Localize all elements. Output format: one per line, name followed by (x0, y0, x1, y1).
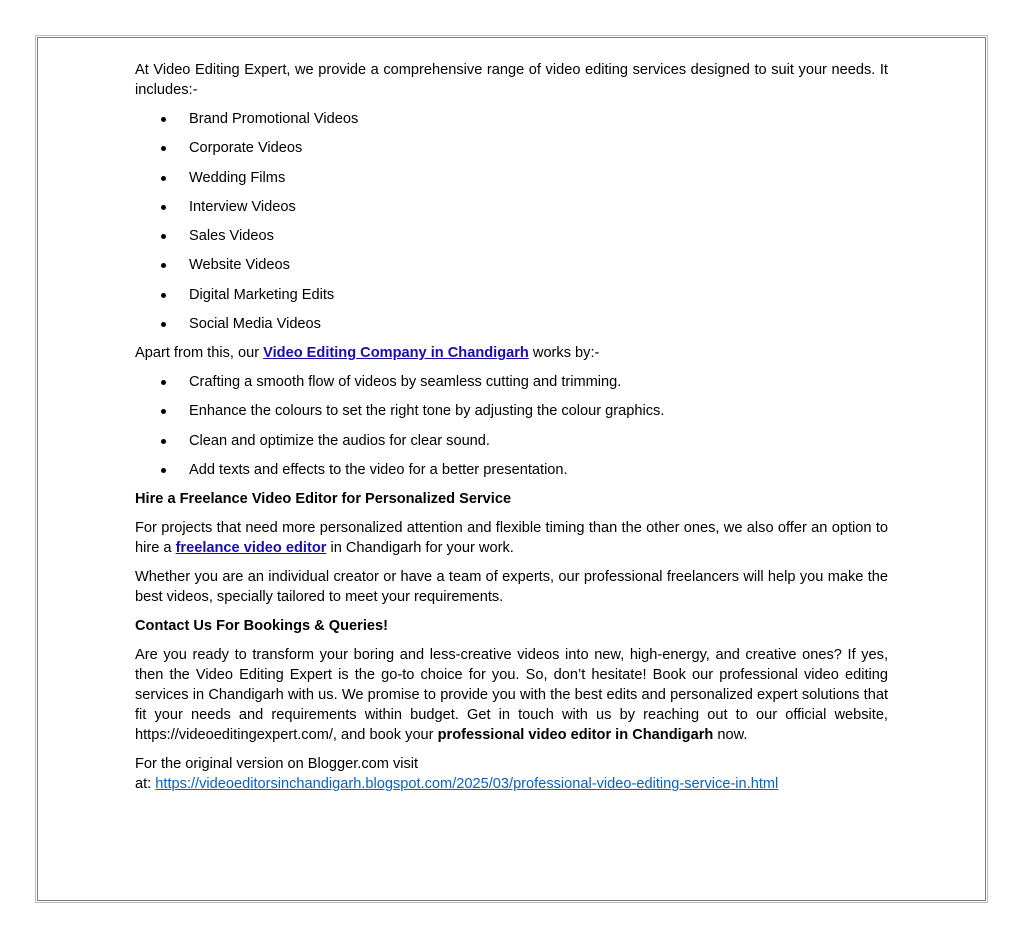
contact-text-before: Are you ready to transform your boring and less-creative videos into new, high-energy, and creative ones? If yes, then the Video Editing Expert is the go-to choice for you. So, don’t hesitate! Book our professional video editing services in Chandigarh with us. We promise to provide you with the best edits and personalized expert solutions that fit your needs and requirements within budget. Get in touch with us by reaching out to our official website, https://videoeditingexpert.com/, and book your (135, 646, 888, 743)
freelance-video-editor-link[interactable]: freelance video editor (175, 539, 327, 556)
list-item: Add texts and effects to the video for a better presentation. (135, 460, 888, 480)
apart-text-after: works by:- (528, 345, 600, 362)
document-body (135, 60, 888, 803)
list-item: Brand Promotional Videos (135, 109, 888, 129)
freelance-paragraph (135, 518, 888, 558)
apart-text-before: Apart from this, our (135, 345, 264, 362)
contact-text-bold: professional video editor in Chandigarh (437, 726, 714, 743)
contact-heading: Contact Us For Bookings & Queries! (135, 617, 388, 634)
list-item: Interview Videos (135, 197, 888, 217)
contact-paragraph (135, 645, 888, 745)
freelance-text-before: For projects that need more personalized attention and flexible timing than the other ones, we also offer an option to hire a (135, 519, 888, 556)
list-item: Corporate Videos (135, 138, 888, 158)
list-item: Digital Marketing Edits (135, 285, 888, 305)
freelance-heading: Hire a Freelance Video Editor for Personalized Service (135, 490, 512, 507)
list-item: Sales Videos (135, 226, 888, 246)
list-item: Wedding Films (135, 168, 888, 188)
works-list (135, 372, 888, 480)
list-item: Clean and optimize the audios for clear sound. (135, 431, 888, 451)
services-list (135, 109, 888, 334)
intro-paragraph: At Video Editing Expert, we provide a comprehensive range of video editing services designed to suit your needs. It includes:- (135, 62, 888, 98)
list-item: Social Media Videos (135, 314, 888, 334)
freelance-text-after: in Chandigarh for your work. (326, 539, 514, 556)
blogger-original-link[interactable]: https://videoeditorsinchandigarh.blogspot.com/2025/03/professional-video-editing-service-in.html (155, 775, 779, 792)
apart-paragraph (135, 343, 888, 363)
original-version-paragraph (135, 754, 888, 794)
list-item: Website Videos (135, 255, 888, 275)
list-item: Crafting a smooth flow of videos by seamless cutting and trimming. (135, 372, 888, 392)
original-prefix: at: (135, 775, 156, 792)
video-editing-company-link[interactable]: Video Editing Company in Chandigarh (263, 345, 529, 362)
original-line1: For the original version on Blogger.com visit (135, 755, 419, 772)
list-item: Enhance the colours to set the right tone by adjusting the colour graphics. (135, 401, 888, 421)
freelancers-paragraph: Whether you are an individual creator or have a team of experts, our professional freelancers will help you make the best videos, specially tailored to meet your requirements. (135, 568, 888, 605)
contact-text-after: now. (713, 726, 748, 743)
